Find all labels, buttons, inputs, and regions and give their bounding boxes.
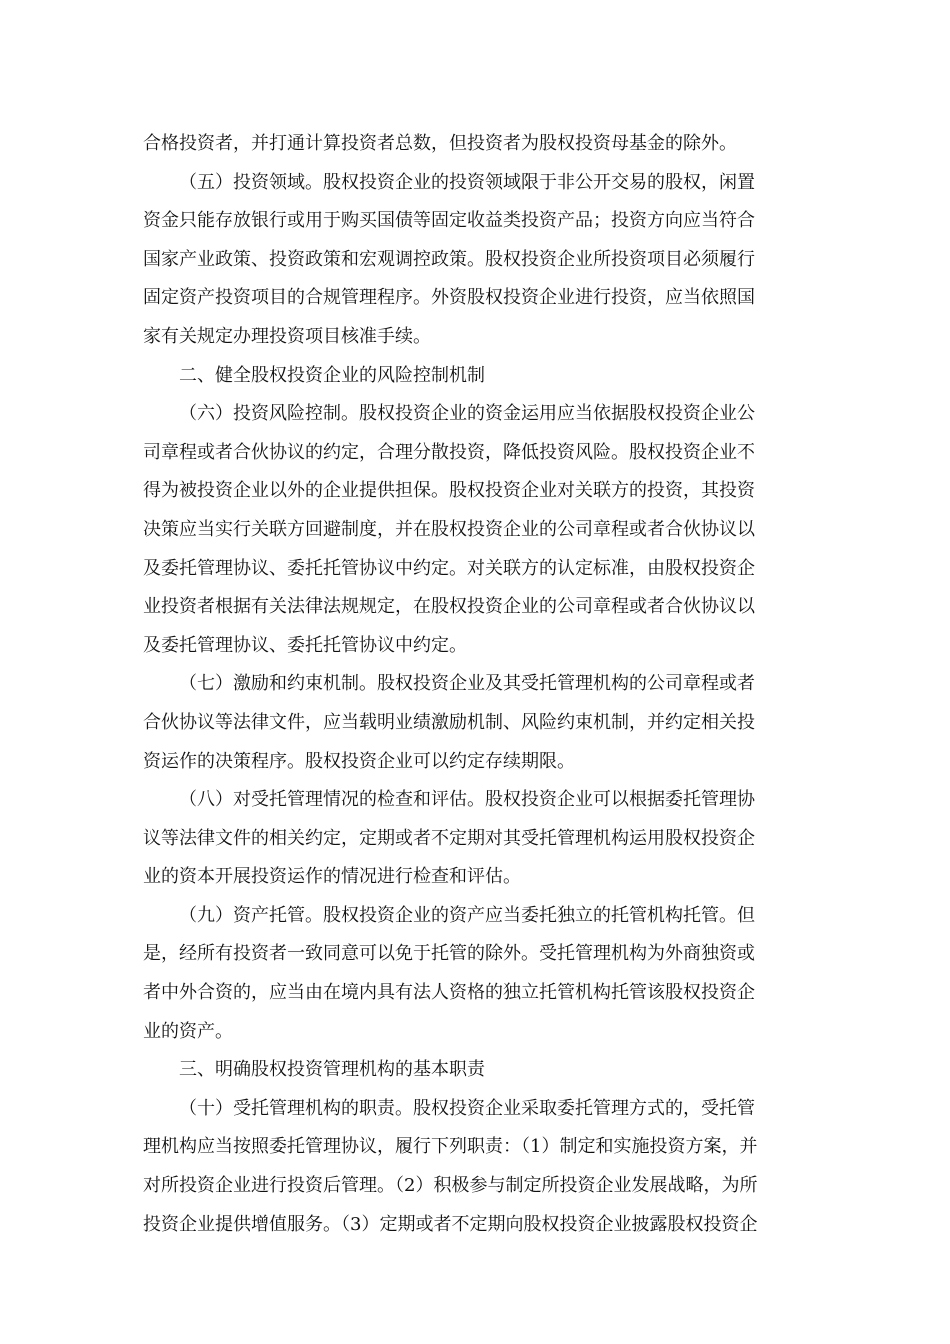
- text-line: 理机构应当按照委托管理协议，履行下列职责：（1）制定和实施投资方案，并: [143, 1136, 758, 1158]
- text-line: 决策应当实行关联方回避制度，并在股权投资企业的公司章程或者合伙协议以: [143, 518, 755, 540]
- text-line: 者中外合资的，应当由在境内具有法人资格的独立托管机构托管该股权投资企: [143, 982, 755, 1004]
- text-line: 合格投资者，并打通计算投资者总数，但投资者为股权投资母基金的除外。: [143, 133, 737, 154]
- document-body: [143, 125, 809, 1244]
- text-line: 业投资者根据有关法律法规规定，在股权投资企业的公司章程或者合伙协议以: [143, 596, 755, 618]
- paragraph-6-risk-control: （六）投资风险控制。股权投资企业的资金运用应当依据股权投资企业公: [179, 403, 755, 425]
- text-line: 及委托管理协议、委托托管协议中约定。对关联方的认定标准，由股权投资企: [143, 557, 755, 579]
- text-line: 合伙协议等法律文件，应当载明业绩激励机制、风险约束机制，并约定相关投: [143, 711, 755, 733]
- section-heading-3: 三、明确股权投资管理机构的基本职责: [179, 1059, 485, 1081]
- text-line: 资金只能存放银行或用于购买国债等固定收益类投资产品；投资方向应当符合: [143, 210, 755, 232]
- text-line: 业的资本开展投资运作的情况进行检查和评估。: [143, 866, 521, 888]
- text-line: 投资企业提供增值服务。（3）定期或者不定期向股权投资企业披露股权投资企: [143, 1213, 758, 1235]
- text-line: 固定资产投资项目的合规管理程序。外资股权投资企业进行投资，应当依照国: [143, 287, 755, 309]
- text-line: 业的资产。: [143, 1020, 233, 1042]
- paragraph-7-incentive: （七）激励和约束机制。股权投资企业及其受托管理机构的公司章程或者: [179, 673, 755, 695]
- text-line: 国家产业政策、投资政策和宏观调控政策。股权投资企业所投资项目必须履行: [143, 248, 755, 270]
- text-line: 是，经所有投资者一致同意可以免于托管的除外。受托管理机构为外商独资或: [143, 943, 755, 965]
- text-line: 对所投资企业进行投资后管理。（2）积极参与制定所投资企业发展战略，为所: [143, 1175, 758, 1197]
- text-line: 议等法律文件的相关约定，定期或者不定期对其受托管理机构运用股权投资企: [143, 827, 755, 849]
- text-line: 司章程或者合伙协议的约定，合理分散投资，降低投资风险。股权投资企业不: [143, 441, 755, 463]
- section-heading-2: 二、健全股权投资企业的风险控制机制: [179, 364, 485, 386]
- text-line: 得为被投资企业以外的企业提供担保。股权投资企业对关联方的投资，其投资: [143, 480, 755, 502]
- paragraph-9-custody: （九）资产托管。股权投资企业的资产应当委托独立的托管机构托管。但: [179, 904, 755, 926]
- text-line: 家有关规定办理投资项目核准手续。: [143, 325, 431, 347]
- paragraph-8-inspection: （八）对受托管理情况的检查和评估。股权投资企业可以根据委托管理协: [179, 789, 755, 811]
- text-line: 及委托管理协议、委托托管协议中约定。: [143, 634, 467, 656]
- paragraph-5-investment-scope: （五）投资领域。股权投资企业的投资领域限于非公开交易的股权，闲置: [179, 171, 755, 193]
- text-line: 资运作的决策程序。股权投资企业可以约定存续期限。: [143, 750, 575, 772]
- paragraph-10-manager-duties: （十）受托管理机构的职责。股权投资企业采取委托管理方式的，受托管: [179, 1097, 755, 1119]
